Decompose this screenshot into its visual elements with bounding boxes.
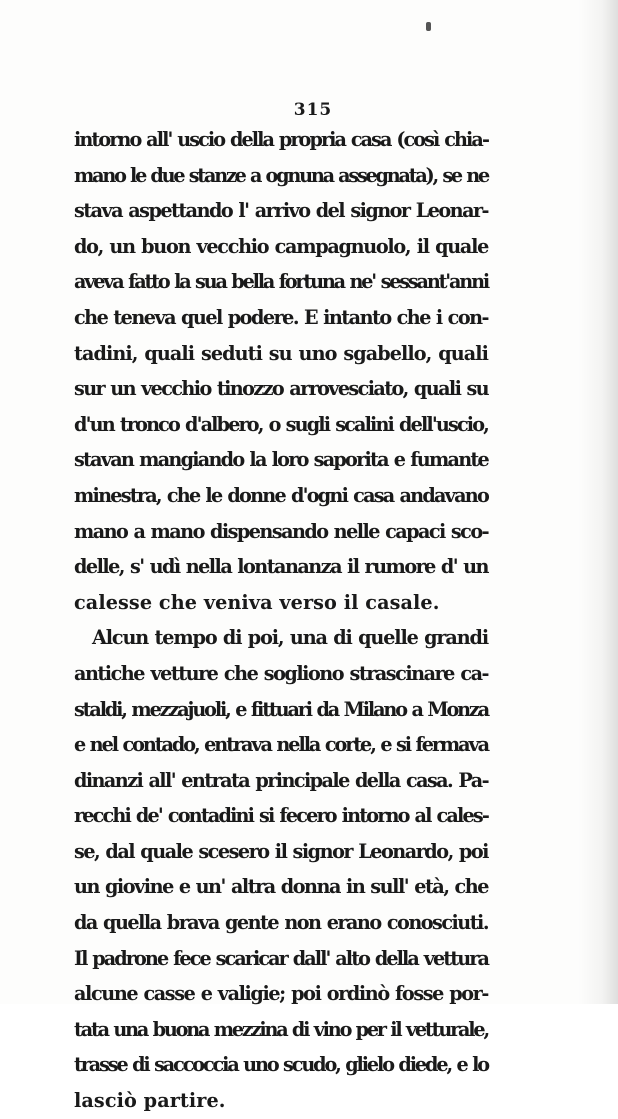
text-line: e nel contado, entrava nella corte, e si fermava	[74, 733, 488, 757]
text-line: alcune casse e valigie; poi ordinò fosse por-	[74, 982, 488, 1006]
text-line: tadini, quali seduti su uno sgabello, quali	[74, 341, 488, 365]
text-line: tata una buona mezzina di vino per il vetturale,	[74, 1017, 488, 1041]
text-line: trasse di saccoccia uno scudo, glielo diede, e lo	[74, 1053, 488, 1077]
paragraph-1	[74, 122, 488, 620]
text-line: se, dal quale scesero il signor Leonardo, poi	[74, 839, 488, 863]
text-line: delle, s' udì nella lontananza il rumore d' un	[74, 555, 488, 579]
text-line: do, un buon vecchio campagnuolo, il quale	[74, 234, 488, 258]
text-line: intorno all' uscio della propria casa (così chia-	[74, 128, 488, 151]
text-line: minestra, che le donne d'ogni casa andavano	[74, 483, 488, 507]
text-line: stava aspettando l' arrivo del signor Leonar-	[74, 199, 488, 223]
text-line: recchi de' contadini si fecero intorno al cales-	[74, 804, 488, 828]
text-line: Il padrone fece scaricar dall' alto della vettura	[74, 946, 488, 970]
text-line: d'un tronco d'albero, o sugli scalini dell'uscio,	[74, 412, 488, 436]
ink-speck	[426, 22, 431, 31]
text-line: calesse che veniva verso il casale.	[74, 590, 440, 614]
text-line: antiche vetture che sogliono strascinare ca-	[74, 661, 488, 685]
page-number: 315	[293, 100, 333, 120]
paragraph-2	[74, 620, 488, 1118]
text-line: dinanzi all' entrata principale della casa. Pa-	[74, 768, 488, 792]
body-text	[74, 122, 488, 1119]
text-line: da quella brava gente non erano conosciuti.	[74, 911, 488, 935]
text-line: Alcun tempo di poi, una di quelle grandi	[92, 626, 488, 650]
text-line: mano le due stanze a ognuna assegnata), se ne	[74, 163, 488, 187]
text-line: lasciò partire.	[74, 1089, 226, 1113]
text-line: staldi, mezzajuoli, e fittuari da Milano a Monza	[74, 697, 488, 721]
text-line: che teneva quel podere. E intanto che i con-	[74, 305, 488, 329]
text-line: mano a mano dispensando nelle capaci sco-	[74, 519, 488, 543]
text-line: sur un vecchio tinozzo arrovesciato, quali su	[74, 377, 488, 401]
text-line: un giovine e un' altra donna in sull' età, che	[74, 875, 488, 899]
text-line: stavan mangiando la loro saporita e fumante	[74, 448, 488, 472]
text-line: aveva fatto la sua bella fortuna ne' sessant'anni	[74, 270, 488, 294]
page-edge-shadow	[578, 0, 618, 1004]
